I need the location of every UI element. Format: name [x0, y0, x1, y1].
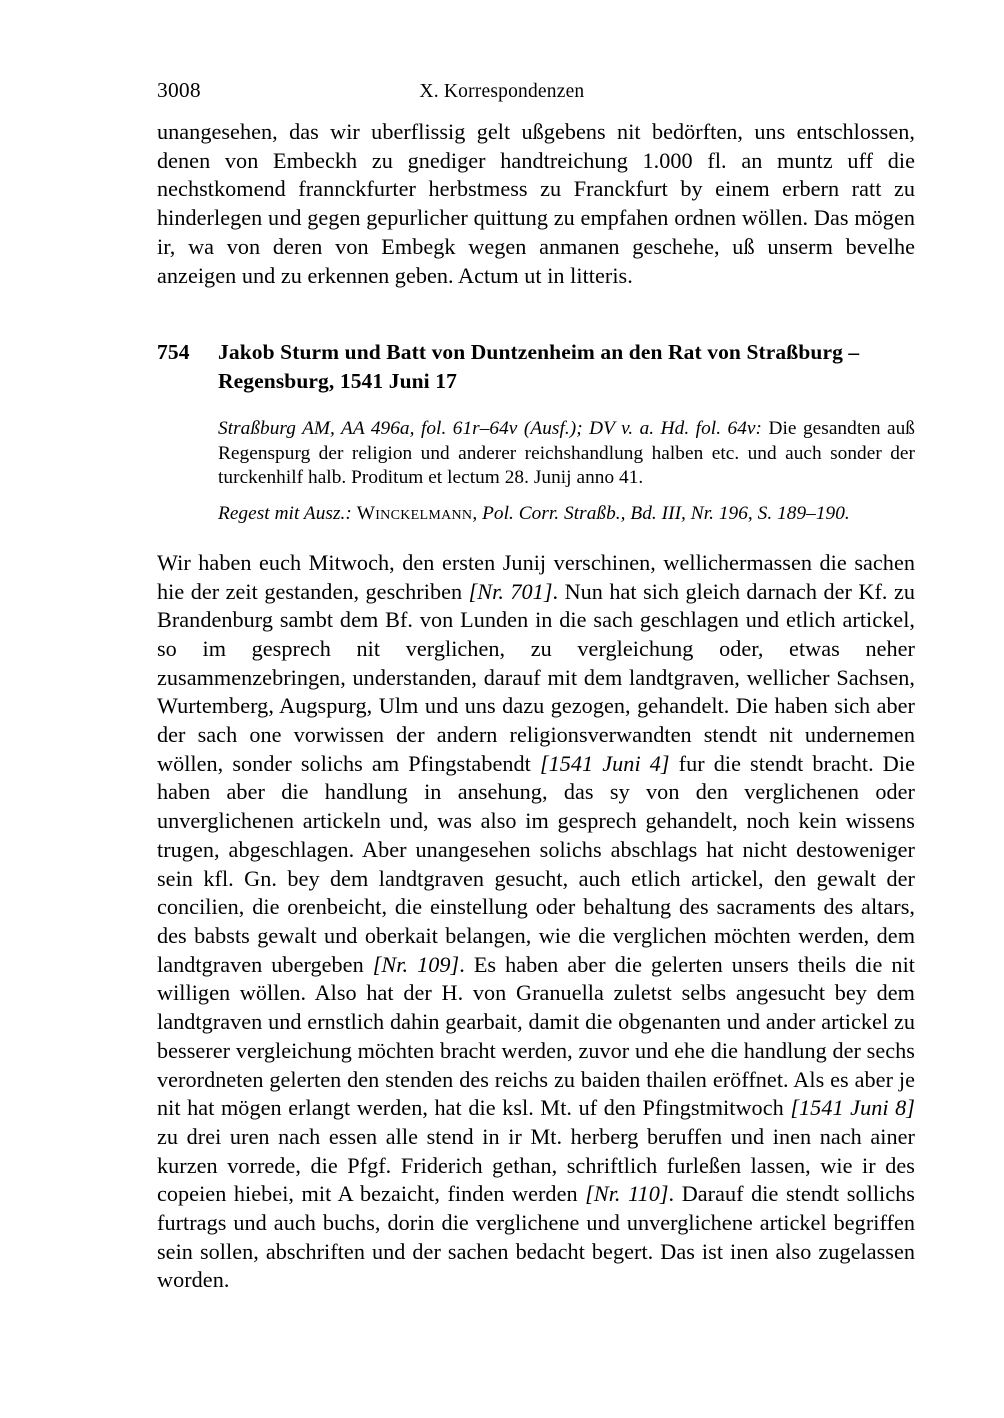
body-seg-1: Wir haben euch Mitwoch, den ersten Junij verschinen, wellichermassen die sachen hie der zeit gestanden, geschriben [157, 549, 915, 604]
body-seg-3: fur die stendt bracht. Die haben aber die handlung in ansehung, das sy von den verglichenen oder unverglichenen artickeln und, was also im gesprech gehandelt, noch kein wissens trugen, abgeschlagen. Aber unangesehen solichs abschlags hat nicht destoweniger sein kfl. Gn. bey dem landtgraven gesucht, auch etlich artickel, den gewalt der concilien, die orenbeicht, die einstellung oder behaltung des sacraments des altars, des babsts gewalt und oberkait belangen, wie die verglichen möchten werden, dem landtgraven ubergeben [157, 750, 915, 977]
body-ref-5: [Nr. 110] [585, 1181, 669, 1207]
body-ref-3: [Nr. 109] [372, 951, 460, 977]
running-head [157, 78, 915, 104]
entry-number: 754 [157, 340, 190, 365]
body-seg-2: . Nun hat sich gleich darnach der Kf. zu Brandenburg sambt dem Bf. von Lunden in die sach geschlagen und etlich artickel, so im gesprech nit verglichen, zu vergleichung oder, etwas neher zusammenzebringen, understanden, darauf mit dem landtgraven, wellicher Sachsen, Wurtemberg, Augspurg, Ulm und uns dazu gezogen, gehandelt. Die haben sich aber der sach one vorwissen der andern religionsverwandten stendt nit undernemen wöllen, sonder solichs am Pfingstabendt [157, 578, 915, 776]
body-ref-2: [1541 Juni 4] [539, 750, 670, 776]
entry-heading [157, 338, 915, 395]
source-description: Die gesandten auß Regenspurg der religion und anderer reichshandlung halben etc. und auch sonder der turckenhilf halb. Proditum et lectum 28. Junij anno 41. [218, 418, 915, 489]
regest-reference: , Pol. Corr. Straßb., Bd. III, Nr. 196, S. 189–190. [472, 503, 850, 525]
regest-author: Winckelmann [356, 503, 473, 525]
source-shelfmark: Straßburg AM, AA 496a, fol. 61r–64v (Ausf.); DV v. a. Hd. fol. 64v: [218, 418, 763, 440]
source-note [218, 417, 915, 490]
page-number: 3008 [157, 78, 201, 102]
regest-note [218, 502, 915, 526]
body-ref-4: [1541 Juni 8] [790, 1095, 915, 1121]
running-head-title: X. Korrespondenzen [419, 81, 585, 102]
body-ref-1: [Nr. 701] [468, 578, 553, 604]
regest-label: Regest mit Ausz.: [218, 503, 352, 525]
text-column [157, 118, 915, 1295]
body-seg-4: . Es haben aber die gelerten unsers theils die nit willigen wöllen. Also hat der H. von Granuella zuletst selbs angesucht bey dem landtgraven und ernstlich dahin gearbait, damit die obgenanten und ander artickel zu besserer vergleichung möchten bracht werden, zuvor und ehe die handlung der sechs verordneten gelerten den stenden des reichs zu baiden thailen eröffnet. Als es aber je nit hat mögen erlangt werden, hat die ksl. Mt. uf den Pfingstmitwoch [157, 951, 915, 1121]
body-seg-6: . Darauf die stendt sollichs furtrags und auch buchs, dorin die verglichene und unverglichene artickel begriffen sein sollen, abschriften und der sachen bedacht begert. Das ist inen also zugelassen worden. [157, 1181, 915, 1293]
intro-paragraph: unangesehen, das wir uberflissig gelt ußgebens nit bedörften, uns entschlossen, denen von Embeckh zu gnediger handtreichung 1.000 fl. an muntz uff die nechstkomend frannckfurter herbstmess zu Franckfurt by einem erbern ratt zu hinderlegen und gegen gepurlicher quittung zu empfahen ordnen wöllen. Das mögen ir, wa von deren von Embegk wegen anmanen geschehe, uß unserm bevelhe anzeigen und zu erkennen geben. Actum ut in litteris. [157, 119, 915, 288]
body-seg-5: zu drei uren nach essen alle stend in ir Mt. herberg beruffen und inen nach ainer kurzen vorrede, die Pfgf. Friderich gethan, schriftlich furleßen lassen, wie ir des copeien hiebei, mit A bezaicht, finden werden [157, 1123, 915, 1207]
body-paragraph [157, 549, 915, 1295]
entry-title: Jakob Sturm und Batt von Duntzenheim an den Rat von Straßburg – Regensburg, 1541 Juni 17 [218, 340, 860, 393]
